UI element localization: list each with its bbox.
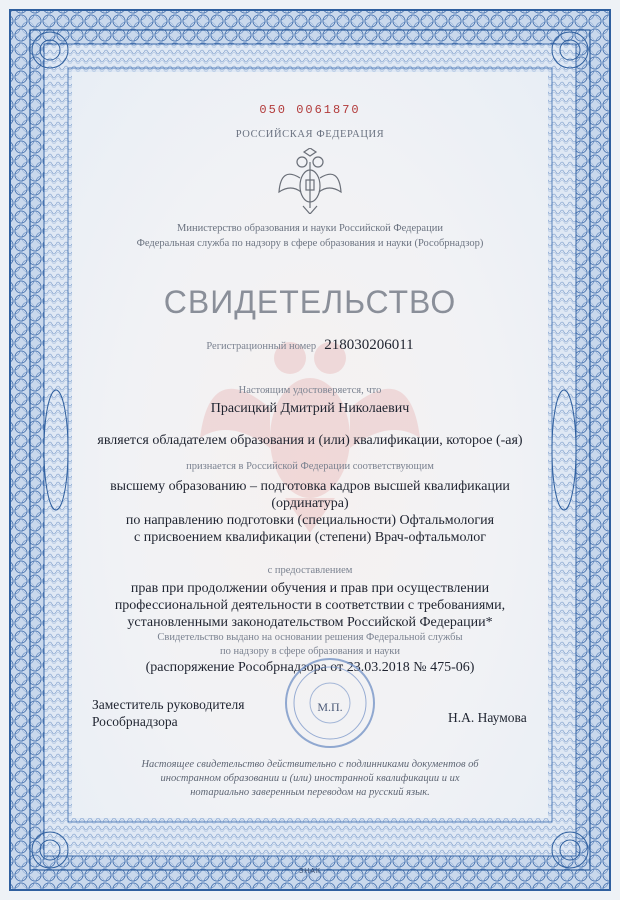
- basis-text: по надзору в сфере образования и науки: [220, 646, 400, 657]
- education-block: [0, 478, 620, 546]
- registration-label: Регистрационный номер: [206, 341, 317, 352]
- country-heading: РОССИЙСКАЯ ФЕДЕРАЦИЯ: [235, 129, 385, 140]
- coat-of-arms-icon: [275, 148, 345, 214]
- rights-line: установленными законодательством Российской Федерации*: [127, 615, 493, 630]
- holder-statement: является обладателем образования и (или) квалификации, которое (-ая): [97, 433, 523, 448]
- registration-line: [0, 336, 620, 354]
- note-line: Настоящее свидетельство действительно с подлинниками документов об: [141, 759, 479, 770]
- deputy-position: Заместитель руководителя: [92, 697, 245, 712]
- certifies-text: Настоящим удостоверяется, что: [238, 385, 382, 396]
- specialty: по направлению подготовки (специальности) Офтальмология: [125, 513, 495, 528]
- issuing-authority: [0, 221, 620, 251]
- note-line: иностранном образовании и (или) иностранной квалификации и их: [160, 773, 460, 784]
- official-stamp: [282, 655, 378, 751]
- page-title: СВИДЕТЕЛЬСТВО: [163, 284, 457, 320]
- basis-text: Свидетельство выдано на основании решения Федеральной службы: [157, 632, 463, 643]
- granted-text: с предоставлением: [267, 565, 353, 576]
- deputy-agency: Рособрнадзора: [92, 714, 178, 729]
- serial-number: 050 0061870: [259, 103, 361, 117]
- holder-name: Прасицкий Дмитрий Николаевич: [210, 401, 410, 416]
- order-reference: (распоряжение Рособрнадзора от 23.03.2018 № 475-06): [145, 660, 475, 675]
- registration-number: 218030206011: [324, 337, 414, 353]
- qualification: с присвоением квалификации (степени) Врач-офтальмолог: [134, 530, 486, 545]
- rights-block: [0, 580, 620, 631]
- signer-name: Н.А. Наумова: [448, 710, 527, 725]
- note-line: нотариально заверенным переводом на русский язык.: [190, 787, 430, 798]
- education-program: (ординатура): [271, 496, 349, 511]
- deputy-title: [92, 696, 244, 730]
- ministry-line: Министерство образования и науки Российской Федерации: [177, 223, 443, 234]
- stamp-label: М.П.: [317, 700, 343, 714]
- validity-note: [0, 758, 620, 800]
- rights-line: прав при продолжении обучения и прав при осуществлении: [130, 581, 490, 596]
- recognition-text: признается в Российской Федерации соответствующим: [186, 461, 434, 472]
- printer-mark: ЗНАК: [298, 868, 322, 875]
- agency-line: Федеральная служба по надзору в сфере образования и науки (Рособрнадзор): [136, 238, 484, 249]
- education-level: высшему образованию – подготовка кадров высшей квалификации: [110, 479, 510, 494]
- rights-line: профессиональной деятельности в соответствии с требованиями,: [114, 598, 506, 613]
